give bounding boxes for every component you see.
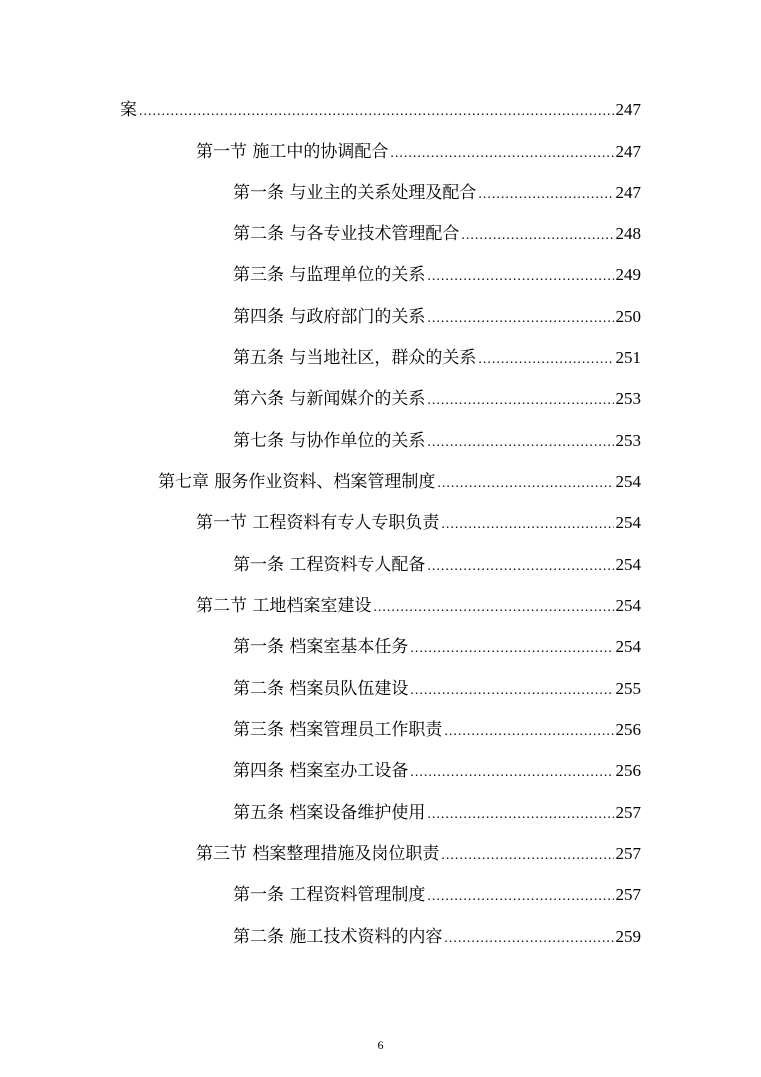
toc-entry-title: 第三条 档案管理员工作职责	[233, 720, 443, 740]
toc-entry[interactable]	[233, 677, 641, 703]
toc-entry[interactable]	[233, 801, 641, 827]
toc-leader-dots	[427, 389, 613, 413]
toc-entry[interactable]	[196, 842, 641, 868]
toc-entry[interactable]	[196, 511, 641, 537]
toc-entry-page: 249	[615, 265, 641, 284]
toc-leader-dots	[427, 555, 613, 579]
toc-leader-dots	[437, 472, 613, 496]
toc-entry-title: 第一条 工程资料管理制度	[233, 885, 426, 905]
toc-entry-title: 第四条 档案室办工设备	[233, 761, 409, 781]
toc-entry-page: 254	[615, 555, 641, 574]
toc-entry-title: 第一节 施工中的协调配合	[196, 142, 389, 162]
toc-entry[interactable]	[233, 925, 641, 951]
toc-leader-dots	[478, 348, 613, 372]
toc-entry[interactable]	[233, 387, 641, 413]
toc-entry-title: 第四条 与政府部门的关系	[233, 307, 426, 327]
toc-entry-page: 256	[615, 761, 641, 780]
toc-entry[interactable]	[233, 222, 641, 248]
toc-entry[interactable]	[233, 635, 641, 661]
toc-entry[interactable]	[233, 305, 641, 331]
toc-entry-page: 254	[615, 513, 641, 532]
toc-entry-title: 第五条 档案设备维护使用	[233, 803, 426, 823]
toc-entry-title: 第七章 服务作业资料、档案管理制度	[158, 472, 436, 492]
toc-entry-title: 第一条 与业主的关系处理及配合	[233, 183, 477, 203]
toc-entry-page: 250	[615, 307, 641, 326]
toc-entry-page: 247	[615, 183, 641, 202]
toc-entry-page: 247	[615, 100, 641, 119]
toc-entry-title: 第七条 与协作单位的关系	[233, 431, 426, 451]
toc-entry-title: 第六条 与新闻媒介的关系	[233, 389, 426, 409]
toc-entry[interactable]	[158, 470, 641, 496]
toc-entry[interactable]	[233, 263, 641, 289]
toc-leader-dots	[427, 431, 613, 455]
toc-leader-dots	[461, 224, 613, 248]
toc-leader-dots	[373, 596, 613, 620]
toc-entry-page: 248	[615, 224, 641, 243]
toc-entry-page: 254	[615, 472, 641, 491]
toc-leader-dots	[410, 637, 613, 661]
toc-entry-title: 第三条 与监理单位的关系	[233, 265, 426, 285]
toc-entry-title: 第一条 工程资料专人配备	[233, 555, 426, 575]
toc-entry-page: 247	[615, 142, 641, 161]
toc-entry-page: 257	[615, 803, 641, 822]
toc-leader-dots	[410, 679, 613, 703]
toc-leader-dots	[390, 142, 613, 166]
toc-entry-page: 259	[615, 927, 641, 946]
toc-entry-title: 第一条 档案室基本任务	[233, 637, 409, 657]
toc-entry-title: 第五条 与当地社区，群众的关系	[233, 348, 477, 368]
toc-entry-page: 256	[615, 720, 641, 739]
toc-entry[interactable]	[233, 346, 641, 372]
toc-leader-dots	[427, 265, 613, 289]
toc-entry-title: 第三节 档案整理措施及岗位职责	[196, 844, 440, 864]
toc-entry-page: 253	[615, 389, 641, 408]
toc-entry[interactable]	[233, 181, 641, 207]
toc-leader-dots	[427, 307, 613, 331]
toc-entry-title: 第二条 档案员队伍建设	[233, 679, 409, 699]
toc-entry-page: 251	[615, 348, 641, 367]
toc-leader-dots	[139, 100, 614, 124]
toc-leader-dots	[478, 183, 613, 207]
toc-leader-dots	[441, 513, 613, 537]
page-number: 6	[377, 1038, 384, 1052]
toc-leader-dots	[427, 803, 613, 827]
toc-entry[interactable]	[196, 140, 641, 166]
toc-entry[interactable]	[233, 883, 641, 909]
toc-entry-title: 第二条 施工技术资料的内容	[233, 927, 443, 947]
toc-entry-page: 253	[615, 431, 641, 450]
toc-entry-page: 254	[615, 596, 641, 615]
toc-entry-page: 255	[615, 679, 641, 698]
toc-entry-page: 257	[615, 844, 641, 863]
toc-entry[interactable]	[233, 718, 641, 744]
toc-leader-dots	[441, 844, 613, 868]
toc-entry-page: 254	[615, 637, 641, 656]
toc-entry[interactable]	[196, 594, 641, 620]
toc-entry[interactable]	[233, 429, 641, 455]
toc-entry[interactable]	[120, 98, 641, 124]
toc-entry-title: 第一节 工程资料有专人专职负责	[196, 513, 440, 533]
toc-entry-title: 案	[120, 100, 137, 120]
toc-leader-dots	[444, 720, 613, 744]
toc-leader-dots	[427, 885, 613, 909]
toc-entry[interactable]	[233, 553, 641, 579]
toc-entry-title: 第二节 工地档案室建设	[196, 596, 372, 616]
toc-leader-dots	[410, 761, 613, 785]
toc-entry-title: 第二条 与各专业技术管理配合	[233, 224, 460, 244]
toc-entry-page: 257	[615, 885, 641, 904]
toc-leader-dots	[444, 927, 613, 951]
toc-entry[interactable]	[233, 759, 641, 785]
